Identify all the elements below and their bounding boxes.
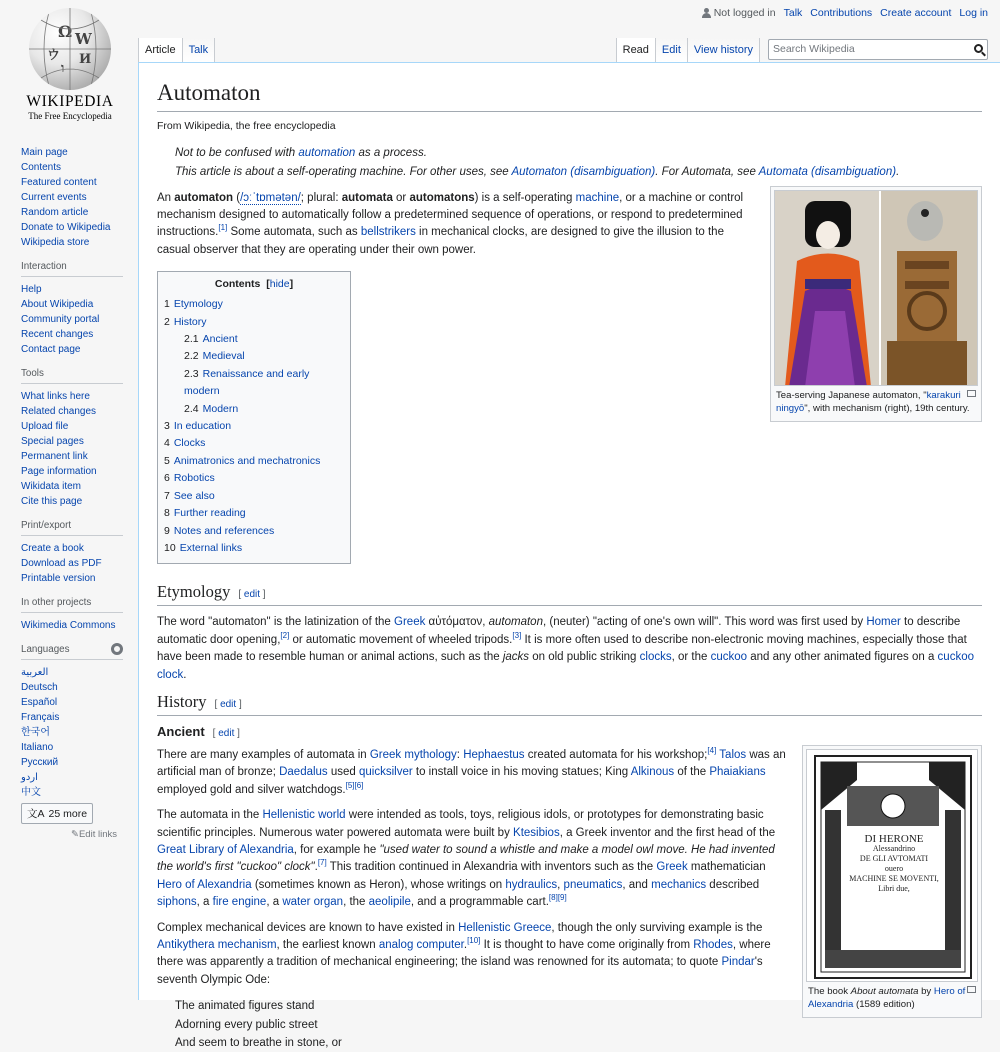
tab-view-history[interactable]: View history [688,38,760,62]
sidebar-heading-languages: Languages [21,644,123,660]
toc-item[interactable]: 2.4 Modern [184,402,239,415]
hatnote: Not to be confused with automation as a process. [175,146,427,159]
great-library-link[interactable]: Great Library of Alexandria [157,843,294,856]
analog-computer-link[interactable]: analog computer [378,939,464,951]
book-text: DI HERONE Alessandrino DE GLI AVTOMATI ouero MACHINE SE MOVENTI, Libri due, [849,832,939,893]
puzzle-globe-icon: Ω W ウ И ו [29,8,111,90]
ref-link[interactable]: [3] [512,630,522,640]
greek-link[interactable]: Greek [394,616,426,629]
sidebar-heading-tools: Tools [21,368,123,384]
search-input[interactable]: Search Wikipedia [768,39,988,60]
tagline: The Free Encyclopedia [28,111,112,121]
hellenistic-world-link[interactable]: Hellenistic world [262,809,346,822]
ancient-paragraph-1: There are many examples of automata in Greek mythology: Hephaestus created automata for his workshop;[4] Talos was an artificial man of bronze; Daedalus used quicksilver to install voice in his moving statues; King Alkinous of the Phaiakians employed gold and silver watchdogs.[5][6] [157,746,786,796]
site-subtitle: From Wikipedia, the free encyclopedia [157,119,336,132]
toc-item[interactable]: 9 Notes and references [164,524,275,537]
sidebar-tools [21,368,138,509]
table-of-contents [157,271,351,564]
bellstrikers-link[interactable]: bellstrikers [360,226,416,239]
edit-section-link[interactable]: edit [220,698,237,710]
ref-link[interactable]: [1] [218,223,228,233]
pindar-link[interactable]: Pindar [721,956,755,969]
namespace-tabs [138,38,215,62]
toc-item[interactable]: 5 Animatronics and mechatronics [164,454,321,467]
sidebar-item-wikidata-item[interactable]: Wikidata item [21,481,82,492]
toc-item[interactable]: 10 External links [164,541,243,554]
sidebar-item-random-article[interactable]: Random article [21,207,89,218]
edit-section-link[interactable]: edit [218,727,235,739]
sidebar-item-upload-file[interactable]: Upload file [21,421,69,432]
ref-link[interactable]: [10] [467,936,481,946]
fire-engine-link[interactable]: fire engine [212,896,267,909]
karakuri-ningyo-link[interactable]: karakuri ningyō [776,389,961,415]
greek-mythology-link[interactable]: Greek mythology [369,748,457,761]
sidebar-heading-print-export: Print/export [21,520,123,536]
tab-edit[interactable]: Edit [656,38,688,62]
hephaestus-link[interactable]: Hephaestus [463,748,525,761]
sidebar-item-featured-content[interactable]: Featured content [21,177,97,188]
automata-disambiguation-link[interactable]: Automata (disambiguation) [758,165,897,178]
sidebar-item-help[interactable]: Help [21,284,42,295]
toc-item[interactable]: 6 Robotics [164,472,215,485]
toc-item[interactable]: 2.1 Ancient [184,333,238,346]
personal-tools [702,7,988,19]
lang-item-urdu[interactable]: اردو [21,772,38,783]
translate-icon: 文A [27,808,45,820]
phaiakians-link[interactable]: Phaiakians [709,766,766,779]
lang-item-russian[interactable]: Русский [21,757,59,768]
lang-item-french[interactable]: Français [21,712,60,723]
edit-section-link[interactable]: edit [243,589,261,601]
sidebar-print-export [21,520,138,586]
log-in-link[interactable]: Log in [959,7,988,19]
ref-link[interactable]: [7] [317,858,327,868]
lang-item-german[interactable]: Deutsch [21,682,58,693]
automation-link[interactable]: automation [298,146,356,159]
hatnotes [157,146,982,180]
toc-item[interactable]: 2 History [164,315,207,328]
lang-item-arabic[interactable]: العربية [21,667,49,678]
sidebar-item-related-changes[interactable]: Related changes [21,406,97,417]
siphons-link[interactable]: siphons [157,896,197,909]
lang-item-chinese[interactable]: 中文 [21,787,41,798]
section-heading-history: History [ edit ] [157,692,982,716]
sidebar-item-main-page[interactable]: Main page [21,147,68,158]
user-icon [702,8,711,18]
sidebar-item-recent-changes[interactable]: Recent changes [21,329,94,340]
toc-list [164,296,344,557]
tab-read[interactable]: Read [616,38,656,62]
pindar-quote: The animated figures stand Adorning every public street And seem to breathe in stone, or [175,1000,342,1050]
ref-link[interactable]: [4] [707,746,717,756]
not-logged-in: Not logged in [702,7,776,19]
cuckoo-link[interactable]: cuckoo [710,651,748,664]
article-content [138,62,1000,1050]
sidebar-item-printable-version[interactable]: Printable version [21,573,96,584]
water-organ-link[interactable]: water organ [282,896,344,909]
lang-item-korean[interactable]: 한국어 [21,727,50,738]
more-languages-button[interactable]: 文A 25 more [21,803,93,824]
create-account-link[interactable]: Create account [880,7,952,19]
hatnote: This article is about a self-operating machine. For other uses, see Automaton (disambiguation). For Automata, see Automata (disambiguation). [175,165,900,178]
talos-link[interactable]: Talos [719,748,747,761]
sidebar-item-contents[interactable]: Contents [21,162,62,173]
toc-item[interactable]: 8 Further reading [164,507,246,520]
enlarge-icon[interactable] [967,986,976,993]
sidebar-item-wikimedia-commons[interactable]: Wikimedia Commons [21,620,116,631]
toc-hide-link[interactable]: hide [269,278,290,291]
aeolipile-link[interactable]: aeolipile [368,896,411,909]
tab-article[interactable]: Article [138,38,183,62]
pencil-icon: ✎ [71,829,79,840]
mechanics-link[interactable]: mechanics [651,878,707,891]
sidebar-item-download-pdf[interactable]: Download as PDF [21,558,102,569]
wikipedia-logo[interactable] [20,8,120,123]
sidebar-heading-interaction: Interaction [21,261,123,277]
lang-item-spanish[interactable]: Español [21,697,58,708]
sidebar-interaction [21,261,138,357]
sidebar-item-special-pages[interactable]: Special pages [21,436,84,447]
karakuri-illustration [775,191,978,386]
search-icon[interactable] [974,44,983,53]
edit-links[interactable]: ✎Edit links [71,829,117,840]
figure-caption: Tea-serving Japanese automaton, "karakuri ningyō", with mechanism (right), 19th century. [774,386,978,418]
hero-of-alexandria-link[interactable]: Hero of Alexandria [808,985,966,1011]
wordmark: WIKIPEDIA [26,93,114,110]
sidebar-item-donate[interactable]: Donate to Wikipedia [21,222,111,233]
view-tabs [616,38,988,62]
gear-icon[interactable] [111,643,123,655]
sidebar-item-page-information[interactable]: Page information [21,466,97,477]
toc-title: Contents [hide] [214,278,294,291]
section-heading-ancient: Ancient [ edit ] [157,723,240,739]
sidebar-languages [21,644,138,840]
clocks-link[interactable]: clocks [639,651,672,664]
ref-link[interactable]: [2] [280,630,290,640]
toc-item[interactable]: 1 Etymology [164,298,223,311]
sidebar-item-about[interactable]: About Wikipedia [21,299,94,310]
daedalus-link[interactable]: Daedalus [279,766,328,779]
pneumatics-link[interactable]: pneumatics [563,878,623,891]
machine-link[interactable]: machine [575,191,620,204]
lang-item-italian[interactable]: Italiano [21,742,54,753]
toc-item[interactable]: 2.3 Renaissance and early modern [184,367,310,398]
quicksilver-link[interactable]: quicksilver [359,766,413,779]
greek-link[interactable]: Greek [656,861,688,874]
ref-link[interactable]: [8][9] [548,893,567,903]
globe-lines [29,8,111,90]
karakuri-image[interactable] [774,190,978,386]
contributions-link[interactable]: Contributions [810,7,873,19]
talk-link[interactable]: Talk [783,7,803,19]
sidebar-item-community-portal[interactable]: Community portal [21,314,100,325]
antikythera-link[interactable]: Antikythera mechanism [157,939,277,951]
ipa-link[interactable]: /ɔːˈtɒmətən/ [240,191,301,204]
section-heading-etymology: Etymology [ edit ] [157,582,982,606]
hydraulics-link[interactable]: hydraulics [505,878,558,891]
hero-book-image[interactable] [806,749,978,982]
toc-item[interactable]: 7 See also [164,489,215,502]
cuckoo-clock-link[interactable]: cuckoo clock [157,651,974,681]
sidebar-item-permanent-link[interactable]: Permanent link [21,451,88,462]
figure-caption: The book About automata by Hero of Alexandria (1589 edition) [806,982,978,1014]
page-title: Automaton [157,79,982,112]
homer-link[interactable]: Homer [866,616,901,629]
sidebar-item-contact-page[interactable]: Contact page [21,344,81,355]
toc-item[interactable]: 4 Clocks [164,437,206,450]
ref-link[interactable]: [5][6] [345,780,364,790]
sidebar-item-create-book[interactable]: Create a book [21,543,84,554]
automaton-disambiguation-link[interactable]: Automaton (disambiguation) [511,165,656,178]
sidebar-navigation [21,145,138,250]
toc-item[interactable]: 2.2 Medieval [184,350,245,363]
sidebar-item-store[interactable]: Wikipedia store [21,237,90,248]
alkinous-link[interactable]: Alkinous [630,766,675,779]
ancient-paragraph-3: Complex mechanical devices are known to have existed in Hellenistic Greece, though the only surviving example is the Antikythera mechanism, the earliest known analog computer.[10] It is thought to have come originally from Rhodes, where there was apparently a tradition of mechanical engineering; the island was renowned for its automata; to quote Pindar's seventh Olympic Ode: [157,921,771,986]
lead-paragraph: An automaton (/ɔːˈtɒmətən/; plural: automata or automatons) is a self-operating machine, or a machine or control mechanism designed to automatically follow a predetermined sequence of operations, or respond to predetermined instructions.[1] Some automata, such as bellstrikers in mechanical clocks, are designed to give the illusion to the casual observer that they are operating under their own power. [157,191,744,256]
toc-item[interactable]: 3 In education [164,420,232,433]
enlarge-icon[interactable] [967,390,976,397]
sidebar-item-cite-this-page[interactable]: Cite this page [21,496,83,507]
ktesibios-link[interactable]: Ktesibios [513,826,560,839]
hero-of-alexandria-link[interactable]: Hero of Alexandria [157,878,252,891]
sidebar-other-projects [21,597,138,633]
sidebar-item-current-events[interactable]: Current events [21,192,87,203]
hellenistic-greece-link[interactable]: Hellenistic Greece [458,921,552,934]
rhodes-link[interactable]: Rhodes [693,939,733,951]
sidebar-heading-other-projects: In other projects [21,597,123,613]
figure-hero-book [802,745,982,1018]
etymology-paragraph: The word "automaton" is the latinization of the Greek αὐτόματον, automaton, (neuter) "acting of one's own will". This word was first used by Homer to describe automatic door opening,[2] or automatic movement of wheeled tripods.[3] It is more often used to describe non-electronic moving machines, especially those that have been made to resemble human or animal actions, such as the jacks on old public striking clocks, or the cuckoo and any other animated figures on a cuckoo clock. [157,616,974,681]
ancient-paragraph-2: The automata in the Hellenistic world were intended as tools, toys, religious idols, or prototypes for demonstrating basic scientific principles. Numerous water powered automata were built by Ktesibios, a Greek inventor and the first head of the Great Library of Alexandria, for example he "used water to sound a whistle and make a model owl move. He had invented the world's first "cuckoo" clock".[7] This tradition continued in Alexandria with inventors such as the Greek mathematician Hero of Alexandria (sometimes known as Heron), whose writings on hydraulics, pneumatics, and mechanics described siphons, a fire engine, a water organ, the aeolipile, and a programmable cart.[8][9] [157,809,776,909]
sidebar-item-what-links-here[interactable]: What links here [21,391,90,402]
figure-karakuri [770,186,982,422]
tab-talk[interactable]: Talk [183,38,216,62]
sidebar [0,140,138,851]
